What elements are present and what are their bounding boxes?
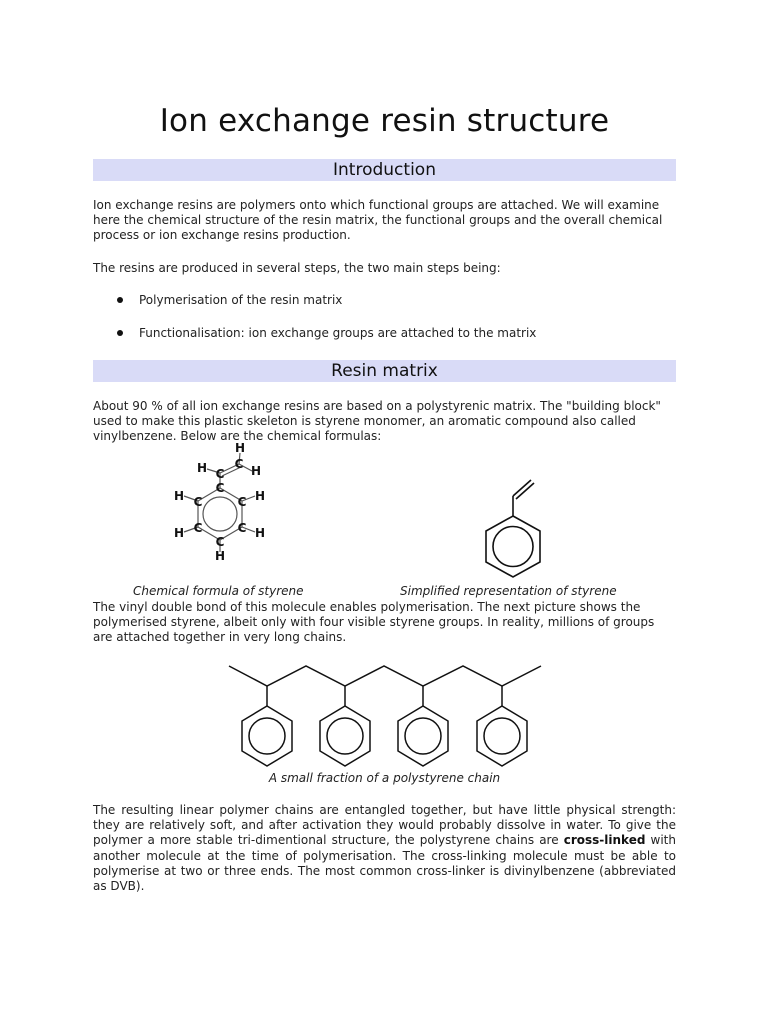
atom-label: H bbox=[234, 441, 246, 455]
styrene-structural-formula bbox=[171, 441, 281, 584]
atom-label: C bbox=[215, 535, 225, 549]
atom-label: C bbox=[193, 495, 203, 509]
bullet-icon bbox=[117, 330, 123, 336]
caption-polystyrene-chain: A small fraction of a polystyrene chain bbox=[268, 771, 501, 785]
list-item-text: Polymerisation of the resin matrix bbox=[139, 293, 343, 307]
atom-label: H bbox=[173, 526, 185, 540]
atom-label: H bbox=[214, 549, 226, 563]
resin-matrix-paragraph-3 bbox=[93, 803, 676, 894]
atom-label: C bbox=[234, 457, 244, 471]
atom-label: H bbox=[250, 464, 262, 478]
styrene-simplified-structure bbox=[478, 474, 548, 584]
atom-label: H bbox=[254, 489, 266, 503]
cross-linked-term: cross-linked bbox=[563, 833, 646, 848]
resin-matrix-paragraph-2: The vinyl double bond of this molecule enables polymerisation. The next picture shows the polymerised styrene, albeit only with four visible styrene groups. In reality, millions of groups are attached together in very long chains. bbox=[93, 600, 655, 645]
atom-label: H bbox=[254, 526, 266, 540]
intro-paragraph-2: The resins are produced in several steps, the two main steps being: bbox=[93, 261, 501, 275]
atom-label: C bbox=[193, 521, 203, 535]
atom-label: C bbox=[215, 481, 225, 495]
intro-paragraph-1: Ion exchange resins are polymers onto which functional groups are attached. We will examine here the chemical structure of the resin matrix, the functional groups and the overall chemical process or ion exchange resins production. bbox=[93, 198, 663, 243]
polystyrene-chain-diagram bbox=[227, 664, 545, 768]
atom-label: H bbox=[173, 489, 185, 503]
section-heading-resin-matrix: Resin matrix bbox=[93, 360, 676, 382]
paragraph-text: The resulting linear polymer chains are entangled together, but have little physical strength: they are relatively soft, and after activation they would probably dissolve in water. To give the polymer a more stable tri-dimentional structure, the polystyrene chains are bbox=[93, 803, 676, 848]
paragraph-text: with another molecule at the time of polymerisation. The cross-linking molecule must be able to polymerise at two or three ends. The most common cross-linker is divinylbenzene (abbreviated as DVB). bbox=[93, 833, 676, 894]
atom-label: C bbox=[237, 521, 247, 535]
atom-label: C bbox=[237, 495, 247, 509]
atom-label: C bbox=[215, 467, 225, 481]
atom-label: H bbox=[196, 461, 208, 475]
resin-matrix-paragraph-1: About 90 % of all ion exchange resins are based on a polystyrenic matrix. The "building block" used to make this plastic skeleton is styrene monomer, an aromatic compound also called vinylbenzene. Below are the chemical formulas: bbox=[93, 399, 661, 444]
caption-styrene-formula: Chemical formula of styrene bbox=[133, 584, 304, 598]
section-heading-introduction: Introduction bbox=[93, 159, 676, 181]
caption-styrene-simplified: Simplified representation of styrene bbox=[400, 584, 617, 598]
page-title: Ion exchange resin structure bbox=[159, 103, 610, 139]
bullet-icon bbox=[117, 297, 123, 303]
list-item-text: Functionalisation: ion exchange groups are attached to the matrix bbox=[139, 326, 537, 340]
